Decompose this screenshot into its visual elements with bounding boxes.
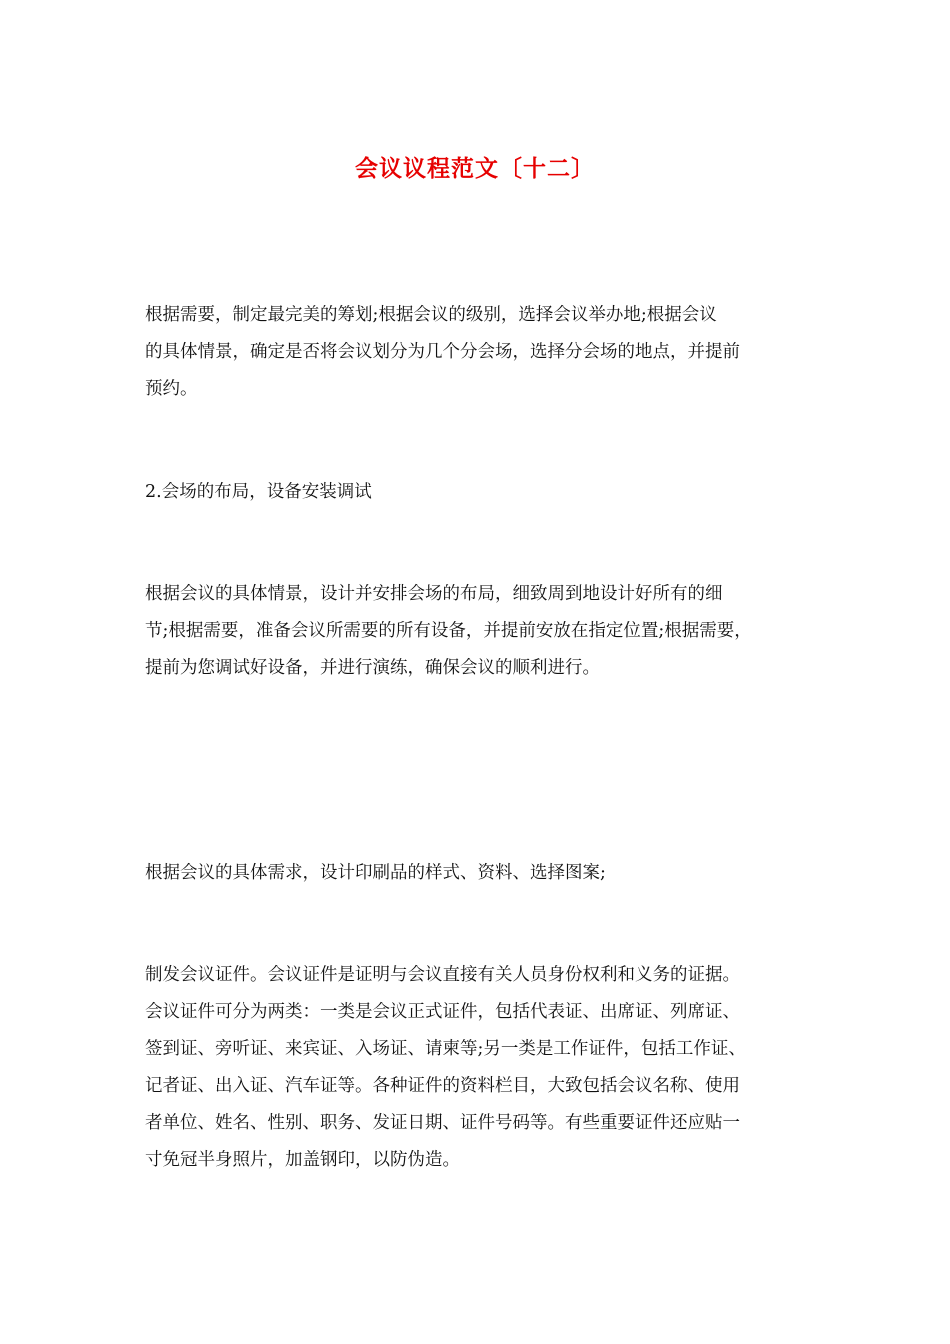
section-heading-venue-layout: 2.会场的布局，设备安装调试 bbox=[145, 482, 372, 502]
paragraph-venue-selection: 根据需要，制定最完美的筹划;根据会议的级别，选择会议举办地;根据会议 的具体情景，确定是否将会议划分为几个分会场，选择分会场的地点，并提前 预约。 bbox=[145, 305, 740, 399]
paragraph-venue-layout: 根据会议的具体情景，设计并安排会场的布局，细致周到地设计好所有的细 节;根据需要，准备会议所需要的所有设备，并提前安放在指定位置;根据需要， 提前为您调试好设备，并进行演练，确保会议的顺利进行。 bbox=[145, 584, 752, 678]
paragraph-conference-credentials: 制发会议证件。会议证件是证明与会议直接有关人员身份权利和义务的证据。 会议证件可分为两类：一类是会议正式证件，包括代表证、出席证、列席证、 签到证、旁听证、来宾证、入场证、请柬等;另一类是工作证件，包括工作证、 记者证、出入证、汽车证等。各种证件的资料栏目，大致包括会议名称、使用 者单位、姓名、性别、职务、发证日期、证件号码等。有些重要证件还应贴一 寸免冠半身照片，加盖钢印，以防伪造。 bbox=[145, 965, 746, 1170]
paragraph-printed-materials: 根据会议的具体需求，设计印刷品的样式、资料、选择图案; bbox=[145, 863, 606, 883]
document-title: 会议议程范文〔十二〕 bbox=[355, 155, 595, 182]
